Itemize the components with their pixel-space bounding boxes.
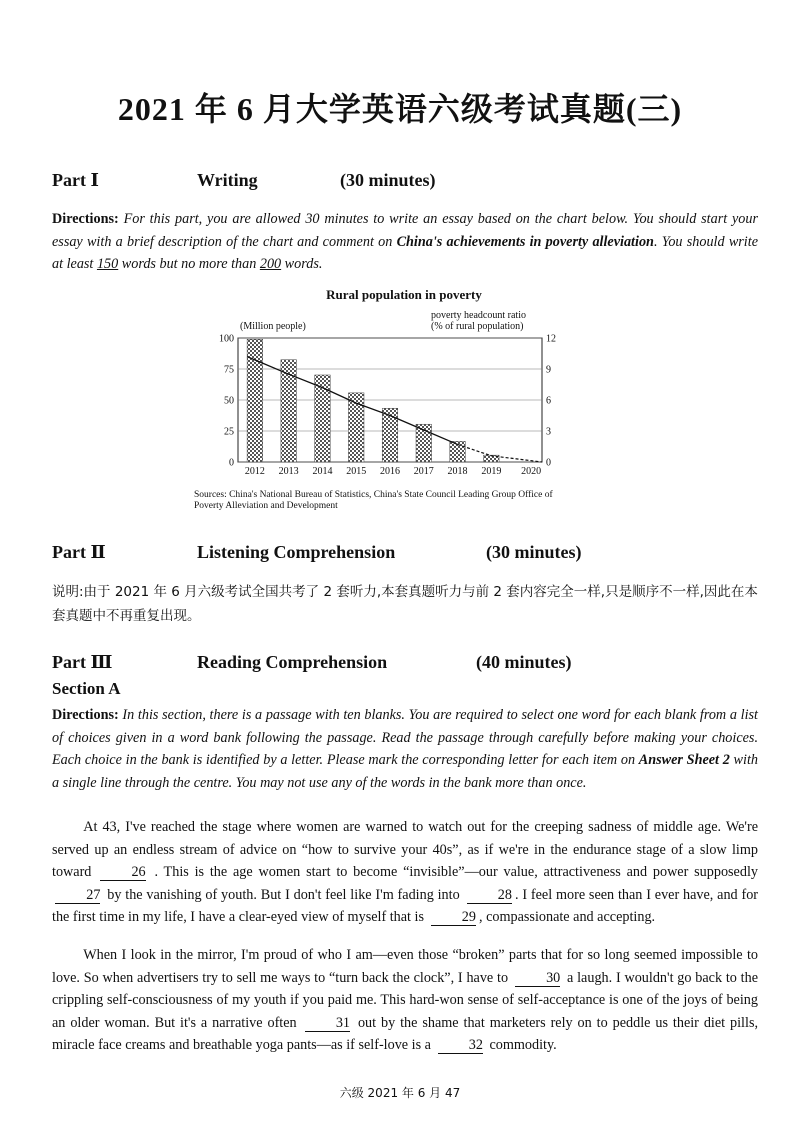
- y-tick-right: 12: [546, 333, 556, 345]
- page-footer: 六级 2021 年 6 月 47: [339, 1086, 461, 1100]
- bar: [281, 360, 297, 462]
- passage-text: commodity.: [489, 1037, 557, 1053]
- part2-heading: [52, 542, 752, 566]
- passage-text: . This is the age women start to become “invisible”—our value, attractiveness and power supposedly: [154, 864, 758, 880]
- part2-label: Part Ⅱ: [52, 542, 106, 562]
- part3-name: Reading Comprehension: [197, 652, 388, 672]
- part2-time: (30 minutes): [486, 542, 582, 562]
- x-tick: 2015: [346, 466, 367, 477]
- blank-26: 26: [100, 864, 145, 881]
- blank-28: 28: [467, 887, 512, 904]
- part1-heading: [52, 170, 752, 194]
- passage-text: by the vanishing of youth. But I don't feel like I'm fading into: [107, 886, 460, 903]
- blank-27: 27: [55, 887, 100, 904]
- directions-text: with a single line through the centre. You may not use any of the words in the bank more than once.: [52, 752, 758, 791]
- part3-label: Part Ⅲ: [52, 652, 113, 672]
- directions-text: words.: [281, 256, 323, 272]
- blank-32: 32: [438, 1037, 483, 1054]
- passage-text: , compassionate and accepting.: [478, 909, 656, 925]
- directions-text: For this part, you are allowed 30 minutes to write an essay based on the chart below. You should start your essay with a brief description of the chart and comment on: [52, 211, 758, 250]
- y-tick-left: 50: [224, 395, 234, 407]
- right-axis-label: poverty headcount ratio: [431, 310, 526, 321]
- y-tick-right: 9: [546, 364, 551, 376]
- y-tick-right: 0: [546, 457, 551, 469]
- left-axis-label: (Million people): [240, 321, 306, 332]
- part3-time: (40 minutes): [476, 652, 572, 672]
- directions-label: Directions:: [52, 707, 119, 723]
- section-a-label: Section A: [52, 679, 121, 698]
- part1-name: Writing: [197, 170, 258, 190]
- part3-heading: [52, 652, 752, 676]
- answer-sheet-ref: Answer Sheet 2: [638, 752, 730, 768]
- blank-29: 29: [431, 909, 476, 926]
- x-tick: 2016: [380, 466, 400, 477]
- min-words: 150: [96, 256, 119, 272]
- part1-label: Part Ⅰ: [52, 170, 99, 190]
- x-tick: 2013: [278, 466, 299, 477]
- part2-name: Listening Comprehension: [197, 542, 396, 562]
- y-tick-right: 6: [546, 395, 551, 407]
- passage-text: When I look in the mirror, I'm proud of who I am—even those “broken” parts that for so long seemed impossible to love. So when advertisers try to sell me ways to “turn back the clock”, I have to: [52, 947, 758, 986]
- chart-source: Poverty Alleviation and Development: [194, 501, 338, 511]
- y-tick-left: 75: [224, 364, 234, 376]
- chart-source: Sources: China's National Bureau of Statistics, China's State Council Leading Group Office of: [194, 490, 553, 500]
- x-tick: 2012: [244, 466, 265, 477]
- y-tick-right: 3: [546, 426, 551, 438]
- x-tick: 2017: [413, 466, 434, 477]
- part3-directions: [52, 704, 758, 794]
- part1-time: (30 minutes): [340, 170, 436, 190]
- passage-text: . I feel more seen than I ever have, and for the first time in my life, I have a clear-eyed view of myself that is: [52, 886, 759, 925]
- ratio-line-projected: [458, 444, 542, 462]
- passage-paragraph-1: [52, 816, 758, 929]
- directions-text: words but no more than: [118, 256, 260, 272]
- y-tick-left: 0: [229, 457, 234, 469]
- directions-text: . You should write at least: [52, 233, 758, 272]
- chart-bars: [247, 339, 499, 462]
- blank-31: 31: [305, 1015, 350, 1032]
- passage-paragraph-2: [52, 944, 758, 1057]
- part2-note: 说明:由于 2021 年 6 月六级考试全国共考了 2 套听力,本套真题听力与前 2 套内容完全一样,只是顺序不一样,因此在本套真题中不再重复出现。: [52, 584, 758, 624]
- chart-title: Rural population in poverty: [326, 287, 482, 302]
- y-tick-left: 25: [224, 426, 234, 438]
- directions-text: In this section, there is a passage with ten blanks. You are required to select one word for each blank from a list of choices given in a word bank following the passage. Read the passage through carefully before making your choices. Each choice in the bank is identified by a letter. Please mark the corresponding letter for each item on: [52, 707, 759, 768]
- bar: [382, 408, 398, 462]
- part1-directions: [52, 208, 758, 276]
- right-axis-label: (% of rural population): [431, 321, 524, 332]
- passage-text: At 43, I've reached the stage where women are warned to watch out for the creeping sadness of middle age. We're served up an endless stream of advice on “how to survive your 40s”, as if we're in the endurance stage of a slow limp toward: [52, 819, 758, 880]
- x-tick: 2019: [481, 466, 502, 477]
- poverty-chart: [186, 282, 626, 514]
- page-title: 2021 年 6 月大学英语六级考试真题(三): [117, 91, 683, 127]
- passage-text: a laugh. I wouldn't go back to the crippling self-consciousness of my youth if you paid me. This hard-won sense of self-acceptance is one of the joys of being an older woman. But it's a narrative often: [52, 969, 758, 1031]
- x-tick: 2020: [521, 466, 542, 477]
- directions-label: Directions:: [52, 211, 119, 227]
- directions-topic: China's achievements in poverty alleviation: [396, 233, 654, 250]
- blank-30: 30: [515, 970, 560, 987]
- max-words: 200: [259, 256, 282, 272]
- x-tick: 2014: [312, 466, 333, 477]
- y-tick-left: 100: [219, 333, 234, 345]
- x-tick: 2018: [447, 466, 468, 477]
- passage-text: out by the shame that marketers rely on to peddle us their diet pills, miracle face creams and breathable yoga pants—as if self-love is a: [52, 1014, 759, 1053]
